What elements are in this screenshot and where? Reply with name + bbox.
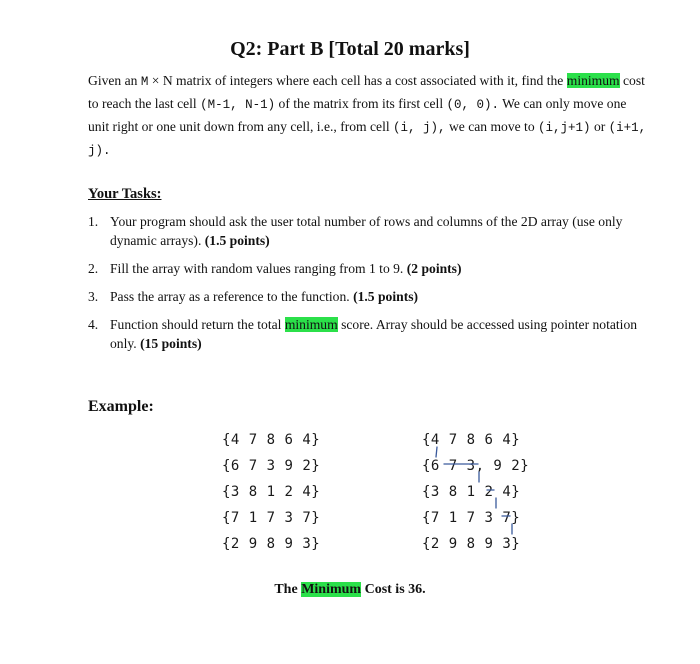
matrix-row: {6 7 3, 9 2}	[422, 458, 530, 474]
task-item	[88, 259, 648, 278]
task-item	[88, 287, 648, 306]
example-heading: Example:	[88, 398, 154, 415]
task-item	[88, 212, 648, 250]
task-description: Pass the array as a reference to the function.	[110, 289, 354, 304]
highlighted-minimum: minimum	[566, 73, 620, 88]
times-symbol: ×	[148, 73, 163, 88]
tasks-list	[88, 212, 648, 362]
code-down-move: (i+1, j).	[88, 121, 647, 158]
task-points: (1.5 points)	[204, 233, 270, 248]
matrix-row: {6 7 3 9 2}	[222, 458, 321, 474]
intro-text: we can move to	[445, 119, 539, 134]
result-text: The	[274, 582, 302, 597]
code-m: M	[140, 75, 149, 89]
matrix-row: {7 1 7 3 7}	[222, 510, 321, 526]
code-right-move: (i,j+1)	[538, 121, 591, 135]
task-points: (1.5 points)	[353, 289, 419, 304]
intro-text: We can only move one unit right or one unit down from any cell, i.e., from cell	[88, 96, 627, 134]
result-line	[0, 582, 700, 598]
task-number: 2.	[88, 261, 99, 276]
task-points: (2 points)	[406, 261, 462, 276]
task-description: Your program should ask the user total number of rows and columns of the 2D array (use only dynamic arrays).	[110, 214, 623, 248]
tasks-heading: Your Tasks:	[88, 186, 162, 202]
problem-statement	[88, 70, 648, 162]
task-number: 4.	[88, 317, 99, 332]
intro-text: Given an	[88, 73, 141, 88]
solution-matrix	[422, 427, 529, 557]
intro-text: of the matrix from its first cell	[275, 96, 447, 111]
intro-text: or	[590, 119, 609, 134]
highlighted-minimum: Minimum	[301, 582, 362, 597]
matrix-row: {3 8 1 2 4}	[222, 484, 321, 500]
task-description: score. Array should be accessed using pointer notation only.	[110, 317, 638, 351]
result-text: Cost is 36.	[361, 582, 426, 597]
matrix-row: {3 8 1 2 4}	[422, 484, 521, 500]
matrix-row: {2 9 8 9 3}	[222, 536, 321, 552]
code-first-cell: (0, 0).	[446, 98, 500, 112]
task-number: 3.	[88, 289, 99, 304]
task-text	[110, 315, 648, 353]
code-cell: (i, j),	[393, 121, 446, 135]
task-description: Function should return the total	[110, 317, 285, 332]
matrix-row: {2 9 8 9 3}	[422, 536, 521, 552]
task-points: (15 points)	[140, 336, 202, 351]
code-last-cell: (M-1, N-1)	[200, 98, 276, 112]
task-text	[110, 212, 648, 250]
intro-text: cost to reach the last cell	[88, 73, 645, 111]
matrix-row: {7 1 7 3 7}	[422, 510, 521, 526]
task-text	[110, 259, 648, 278]
task-text	[110, 287, 648, 306]
example-matrix	[222, 427, 320, 557]
question-title: Q2: Part B [Total 20 marks]	[230, 38, 470, 60]
intro-text: N matrix of integers where each cell has a cost associated with it, find the	[162, 73, 567, 88]
matrix-row: {4 7 8 6 4}	[422, 432, 521, 448]
task-item	[88, 315, 648, 353]
task-number: 1.	[88, 214, 99, 229]
task-description: Fill the array with random values ranging from 1 to 9.	[110, 261, 407, 276]
matrix-row: {4 7 8 6 4}	[222, 432, 321, 448]
highlighted-minimum: minimum	[284, 317, 338, 332]
